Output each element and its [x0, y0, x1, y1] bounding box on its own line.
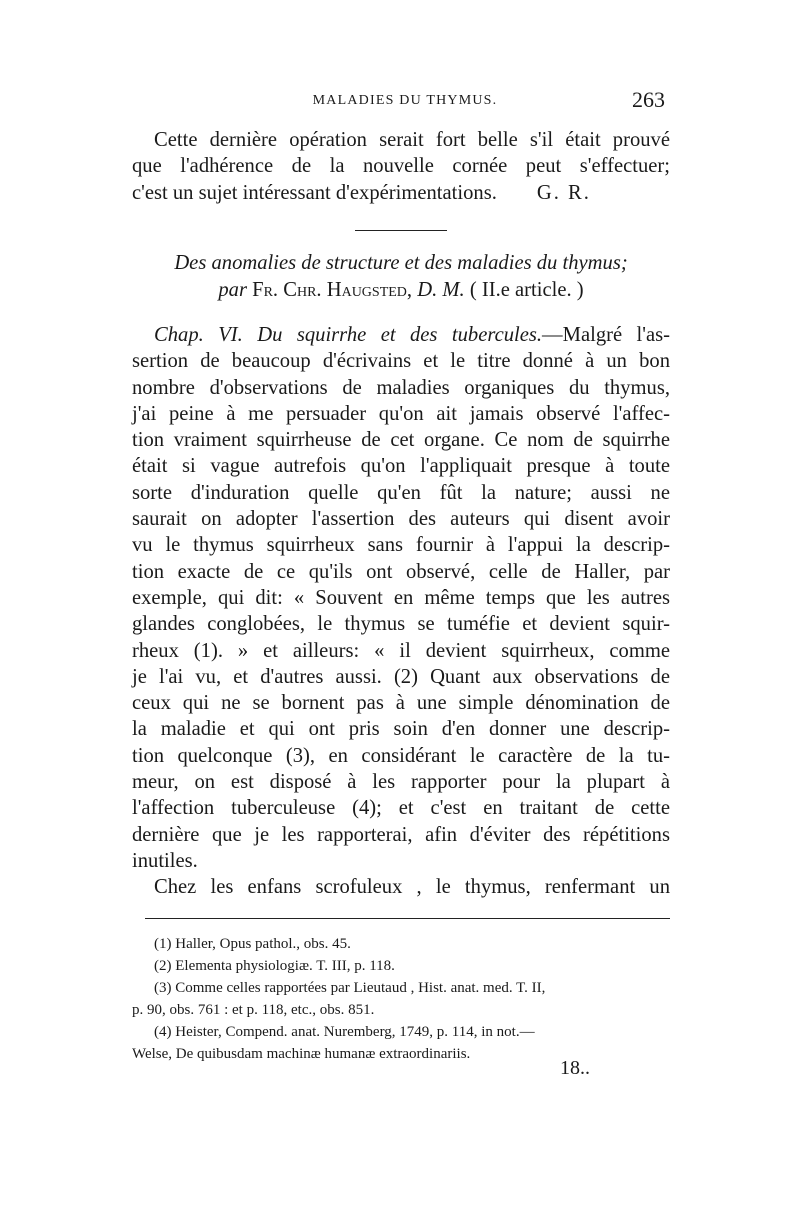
footnote-continuation: Welse, De quibusdam machinæ humanæ extraordinariis. [132, 1046, 471, 1062]
text-line: sertion de beaucoup d'écrivains et le titre donné à un bon [132, 350, 670, 373]
text-line: que l'adhérence de la nouvelle cornée peut s'effectuer; [132, 155, 670, 178]
article-part: ( II.e article. ) [469, 279, 584, 301]
paragraph-opening [132, 127, 670, 206]
footnote-continuation: p. 90, obs. 761 : et p. 118, etc., obs. 851. [132, 1002, 375, 1018]
article-byline [132, 277, 670, 304]
page-number: 263 [632, 87, 665, 112]
text-line-last [132, 180, 670, 206]
text-line: l'affection tuberculeuse (4); et c'est en traitant de cette [132, 797, 670, 820]
page-header [145, 87, 665, 117]
text-line: meur, on est disposé à les rapporter pour la plupart à [132, 771, 670, 794]
footnote-divider [145, 918, 670, 919]
text-line-last: inutiles. [132, 849, 198, 872]
chapter-line [132, 322, 670, 348]
text-line: j'ai peine à me persuader qu'on ait jamais observé l'affec- [132, 402, 670, 425]
chapter-label: Chap. VI. [154, 324, 243, 346]
printer-signature-mark: 18.. [560, 1057, 590, 1079]
chapter-subtitle: Du squirrhe et des tubercules. [257, 324, 543, 346]
text-line: tion exacte de ce qu'ils ont observé, celle de Haller, par [132, 560, 670, 583]
author-name: Fr. Chr. Haugsted, [252, 279, 413, 301]
text-line: vu le thymus squirrheux sans fournir à l'appui la descrip- [132, 534, 670, 557]
text-line: exemple, qui dit: « Souvent en même temps que les autres [132, 586, 670, 609]
paragraph-main [132, 322, 670, 901]
text-line: Cette dernière opération serait fort belle s'il était prouvé [154, 129, 670, 151]
footnote: (1) Haller, Opus pathol., obs. 45. [154, 936, 351, 952]
footnotes [132, 933, 672, 1065]
text-line: Chez les enfans scrofuleux , le thymus, renfermant un [154, 876, 670, 899]
text-line: tion quelconque (3), en considérant le caractère de la tu- [132, 744, 670, 767]
text-line: glandes conglobées, le thymus se tuméfie et devient squir- [132, 613, 670, 636]
text-line: je l'ai vu, et d'autres aussi. (2) Quant aux observations de [132, 665, 670, 688]
text-line: la maladie et qui ont pris soin d'en donner une descrip- [132, 718, 670, 741]
chapter-lead: —Malgré l'as- [542, 324, 670, 346]
byline-par: par [218, 279, 247, 301]
text-line: nombre d'observations de maladies organiques du thymus, [132, 376, 670, 399]
article-title-line: Des anomalies de structure et des maladies du thymus; [174, 252, 628, 274]
footnote: (2) Elementa physiologiæ. T. III, p. 118. [154, 958, 395, 974]
running-title: MALADIES DU THYMUS. [312, 93, 498, 108]
author-degree: D. M. [417, 279, 465, 301]
text-line-content: c'est un sujet intéressant d'expérimentations. [132, 181, 497, 204]
text-line: ceux qui ne se bornent pas à une simple dénomination de [132, 692, 670, 715]
section-divider [355, 230, 447, 231]
article-title [132, 250, 670, 304]
text-line: sorte d'induration quelle qu'en fût la nature; aussi ne [132, 481, 670, 504]
text-line: saurait on adopter l'assertion des auteurs qui disent avoir [132, 508, 670, 531]
text-line: était si vague autrefois qu'on l'appliquait presque à toute [132, 455, 670, 478]
footnote: (4) Heister, Compend. anat. Nuremberg, 1749, p. 114, in not.— [154, 1024, 535, 1040]
text-line: tion vraiment squirrheuse de cet organe. Ce nom de squirrhe [132, 429, 670, 452]
text-line: rheux (1). » et ailleurs: « il devient squirrheux, comme [132, 639, 670, 662]
footnote: (3) Comme celles rapportées par Lieutaud , Hist. anat. med. T. II, [154, 980, 546, 996]
editor-signature: G. R. [536, 181, 591, 204]
text-line: dernière que je les rapporterai, afin d'éviter des répétitions [132, 823, 670, 846]
